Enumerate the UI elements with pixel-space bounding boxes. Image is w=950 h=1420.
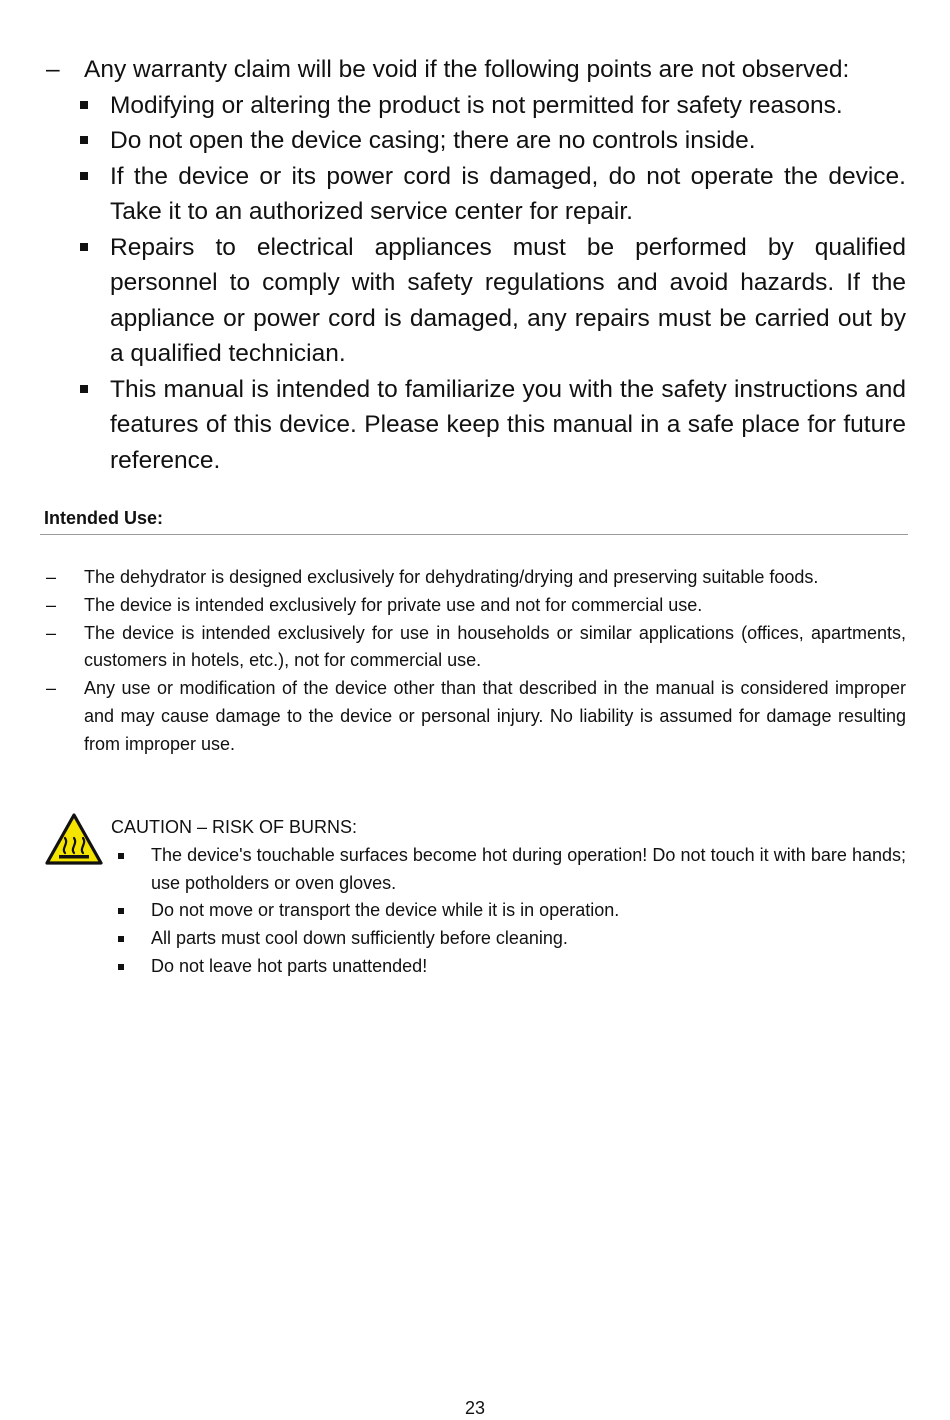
dash-marker: – xyxy=(46,678,57,699)
dash-marker: – xyxy=(46,56,60,83)
list-item-text: Do not leave hot parts unattended! xyxy=(151,955,428,976)
square-bullet-icon xyxy=(118,953,151,981)
list-item-text: Repairs to electrical appliances must be performed by qualified personnel to comply with safety regulations and avoid hazards. If the appliance or power cord is damaged, any repairs must be carried out by a qualified technician. xyxy=(110,233,906,367)
intended-use-heading: Intended Use: xyxy=(44,508,164,528)
list-item-text: The dehydrator is designed exclusively for dehydrating/drying and preserving suitable foods. xyxy=(84,567,819,587)
list-item xyxy=(46,620,906,676)
list-item xyxy=(46,564,906,592)
list-item-text: If the device or its power cord is damaged, do not operate the device. Take it to an authorized service center for repair. xyxy=(110,162,906,225)
square-bullet-icon xyxy=(80,230,110,372)
square-bullet-icon xyxy=(80,123,110,159)
warranty-intro-row xyxy=(46,52,906,88)
square-bullet-icon xyxy=(80,159,110,230)
list-item xyxy=(80,372,906,479)
square-bullet-icon xyxy=(118,842,151,898)
list-item xyxy=(118,842,906,898)
list-item xyxy=(80,230,906,372)
dash-marker: – xyxy=(46,567,57,587)
square-bullet-icon xyxy=(118,897,151,925)
square-bullet-icon xyxy=(80,372,110,479)
caution-title: CAUTION – RISK OF BURNS: xyxy=(111,817,358,837)
list-item-text: Any use or modification of the device other than that described in the manual is considered improper and may cause damage to the device or personal injury. No liability is assumed for damage resulting from improper use. xyxy=(84,678,906,754)
list-item xyxy=(46,592,906,620)
list-item xyxy=(118,897,906,925)
list-item-text: All parts must cool down sufficiently before cleaning. xyxy=(151,928,568,949)
list-item xyxy=(80,159,906,230)
hot-surface-warning-icon xyxy=(44,812,104,866)
caution-list xyxy=(111,842,906,981)
list-item xyxy=(80,123,906,159)
list-item-text: The device is intended exclusively for private use and not for commercial use. xyxy=(84,594,703,615)
list-item-text: Modifying or altering the product is not permitted for safety reasons. xyxy=(110,91,843,119)
caution-section xyxy=(111,814,906,981)
warranty-list xyxy=(46,88,906,479)
list-item-text: Do not open the device casing; there are no controls inside. xyxy=(110,127,756,154)
intended-use-list xyxy=(46,564,906,759)
warranty-section xyxy=(46,52,906,478)
warranty-intro: Any warranty claim will be void if the following points are not observed: xyxy=(84,56,850,83)
list-item xyxy=(46,675,906,758)
dash-marker: – xyxy=(46,594,57,615)
list-item-text: Do not move or transport the device while it is in operation. xyxy=(151,900,620,921)
list-item-text: The device is intended exclusively for use in households or similar applications (offices, apartments, customers in hotels, etc.), not for commercial use. xyxy=(84,622,906,671)
list-item-text: The device's touchable surfaces become hot during operation! Do not touch it with bare hands; use potholders or oven gloves. xyxy=(151,844,906,893)
heading-divider xyxy=(40,534,908,535)
list-item xyxy=(118,925,906,953)
square-bullet-icon xyxy=(80,88,110,124)
square-bullet-icon xyxy=(118,925,151,953)
list-item xyxy=(80,88,906,124)
list-item-text: This manual is intended to familiarize you with the safety instructions and features of this device. Please keep this manual in a safe place for future reference. xyxy=(110,375,906,474)
list-item xyxy=(118,953,906,981)
dash-marker: – xyxy=(46,622,57,643)
page-number: 23 xyxy=(464,1398,486,1418)
